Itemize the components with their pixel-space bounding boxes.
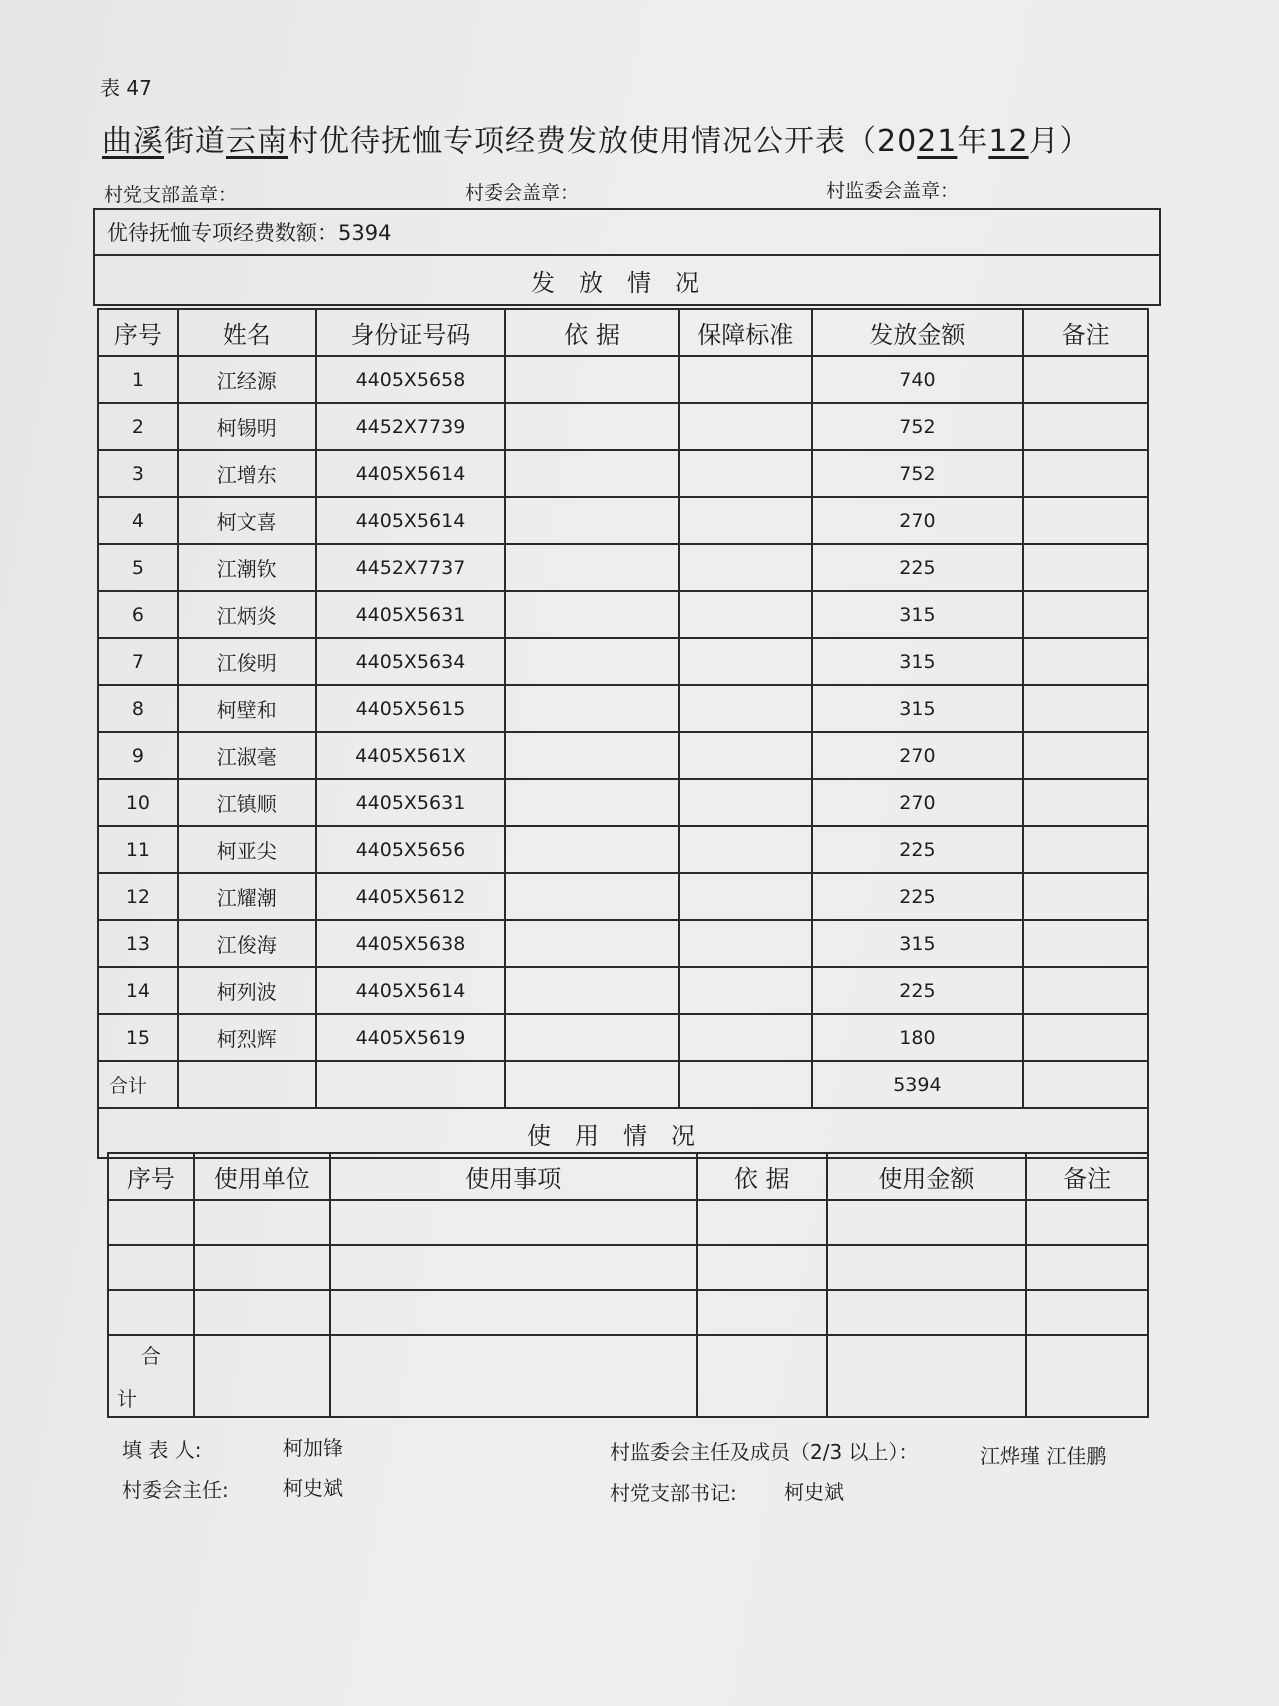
row-standard	[679, 591, 812, 638]
row-basis	[505, 967, 679, 1014]
row-amount: 315	[812, 685, 1024, 732]
row-amount: 752	[812, 450, 1024, 497]
fund-header-table	[93, 208, 1161, 306]
row-id: 4405X5615	[316, 685, 506, 732]
row-name: 柯壁和	[178, 685, 316, 732]
total-empty-cell	[178, 1061, 316, 1108]
row-remark	[1023, 779, 1148, 826]
filler-label: 填 表 人:	[122, 1438, 202, 1462]
row-id: 4405X5612	[316, 873, 506, 920]
row-basis	[505, 920, 679, 967]
header-remark: 备注	[1023, 309, 1148, 356]
row-amount: 270	[812, 779, 1024, 826]
row-seq: 3	[98, 450, 178, 497]
row-name: 柯文喜	[178, 497, 316, 544]
row-standard	[679, 779, 812, 826]
row-amount: 270	[812, 497, 1024, 544]
secretary-label: 村党支部书记:	[610, 1481, 737, 1505]
row-standard	[679, 638, 812, 685]
supervision-stamp-label: 村监委会盖章：	[826, 180, 960, 202]
row-basis	[505, 1014, 679, 1061]
director-name: 柯史斌	[283, 1476, 343, 1500]
row-remark	[1023, 356, 1148, 403]
row-amount: 225	[812, 873, 1024, 920]
table-row	[98, 403, 1148, 450]
row-remark	[1023, 920, 1148, 967]
row-id: 4452X7737	[316, 544, 506, 591]
form-number: 表 47	[100, 76, 152, 100]
title-month: 12	[988, 124, 1029, 159]
row-name: 柯亚尖	[178, 826, 316, 873]
table-row	[98, 497, 1148, 544]
header-amount: 发放金额	[812, 309, 1024, 356]
row-amount: 180	[812, 1014, 1024, 1061]
total-empty-cell	[1023, 1061, 1148, 1108]
use-total-label	[108, 1335, 194, 1417]
row-seq: 7	[98, 638, 178, 685]
row-remark	[1023, 403, 1148, 450]
row-id: 4405X5619	[316, 1014, 506, 1061]
header-id: 身份证号码	[316, 309, 506, 356]
row-remark	[1023, 685, 1148, 732]
row-amount: 315	[812, 920, 1024, 967]
issue-total-row	[98, 1061, 1148, 1108]
row-remark	[1023, 638, 1148, 685]
row-id: 4405X5638	[316, 920, 506, 967]
title-year-unit: 年	[957, 124, 989, 159]
row-remark	[1023, 497, 1148, 544]
supervision-names: 江烨瑾 江佳鹏	[980, 1444, 1107, 1468]
row-remark	[1023, 826, 1148, 873]
row-basis	[505, 403, 679, 450]
row-remark	[1023, 732, 1148, 779]
row-id: 4405X5614	[316, 497, 506, 544]
row-name: 江俊明	[178, 638, 316, 685]
row-id: 4405X5658	[316, 356, 506, 403]
header-seq: 序号	[98, 309, 178, 356]
row-id: 4405X5614	[316, 967, 506, 1014]
row-basis	[505, 685, 679, 732]
row-id: 4405X5631	[316, 779, 506, 826]
row-name: 江增东	[178, 450, 316, 497]
use-header-row	[108, 1153, 1148, 1200]
table-row	[98, 450, 1148, 497]
row-standard	[679, 356, 812, 403]
row-seq: 10	[98, 779, 178, 826]
row-id: 4405X5634	[316, 638, 506, 685]
total-amount: 5394	[812, 1061, 1024, 1108]
row-standard	[679, 1014, 812, 1061]
row-seq: 8	[98, 685, 178, 732]
use-header-item: 使用事项	[330, 1153, 697, 1200]
row-standard	[679, 873, 812, 920]
row-seq: 9	[98, 732, 178, 779]
row-basis	[505, 497, 679, 544]
row-remark	[1023, 967, 1148, 1014]
row-standard	[679, 920, 812, 967]
row-id: 4452X7739	[316, 403, 506, 450]
issue-header-row	[98, 309, 1148, 356]
use-total-row	[108, 1335, 1148, 1417]
row-basis	[505, 544, 679, 591]
row-remark	[1023, 450, 1148, 497]
row-standard	[679, 967, 812, 1014]
party-stamp-label: 村党支部盖章：	[104, 184, 238, 206]
row-seq: 1	[98, 356, 178, 403]
secretary-name: 柯史斌	[784, 1480, 844, 1504]
table-row	[98, 873, 1148, 920]
row-id: 4405X5614	[316, 450, 506, 497]
table-row	[98, 920, 1148, 967]
row-name: 江耀潮	[178, 873, 316, 920]
row-id: 4405X5656	[316, 826, 506, 873]
title-main: 村优待抚恤专项经费发放使用情况公开表（20	[288, 124, 918, 159]
issue-table	[97, 308, 1149, 1159]
use-header-amount: 使用金额	[827, 1153, 1027, 1200]
row-name: 江经源	[178, 356, 316, 403]
table-row	[98, 544, 1148, 591]
table-row	[98, 1014, 1148, 1061]
total-empty-cell	[505, 1061, 679, 1108]
table-row	[98, 356, 1148, 403]
total-label: 合计	[98, 1061, 178, 1108]
row-remark	[1023, 1014, 1148, 1061]
row-basis	[505, 732, 679, 779]
row-basis	[505, 356, 679, 403]
row-amount: 225	[812, 544, 1024, 591]
supervision-label: 村监委会主任及成员（2/3 以上）：	[610, 1440, 919, 1464]
issue-section-title: 发放情况	[94, 255, 1160, 305]
table-row	[98, 732, 1148, 779]
use-header-seq: 序号	[108, 1153, 194, 1200]
row-name: 江潮钦	[178, 544, 316, 591]
use-section-title: 使用情况	[98, 1108, 1148, 1158]
row-name: 柯烈辉	[178, 1014, 316, 1061]
row-amount: 752	[812, 403, 1024, 450]
row-id: 4405X5631	[316, 591, 506, 638]
row-standard	[679, 403, 812, 450]
row-basis	[505, 779, 679, 826]
row-amount: 740	[812, 356, 1024, 403]
row-amount: 315	[812, 638, 1024, 685]
use-header-remark: 备注	[1026, 1153, 1148, 1200]
use-empty-row	[108, 1200, 1148, 1245]
row-standard	[679, 732, 812, 779]
row-basis	[505, 638, 679, 685]
row-seq: 2	[98, 403, 178, 450]
table-row	[98, 779, 1148, 826]
title-month-unit: 月）	[1028, 124, 1091, 159]
row-basis	[505, 591, 679, 638]
title-village: 云南	[226, 124, 288, 159]
row-seq: 15	[98, 1014, 178, 1061]
header-standard: 保障标准	[679, 309, 812, 356]
use-table	[107, 1152, 1149, 1418]
row-seq: 5	[98, 544, 178, 591]
row-basis	[505, 826, 679, 873]
committee-stamp-label: 村委会盖章：	[465, 182, 580, 204]
fund-amount: 优待抚恤专项经费数额：5394	[94, 209, 1160, 255]
header-basis: 依 据	[505, 309, 679, 356]
row-name: 柯锡明	[178, 403, 316, 450]
row-remark	[1023, 873, 1148, 920]
row-id: 4405X561X	[316, 732, 506, 779]
total-empty-cell	[679, 1061, 812, 1108]
table-row	[98, 638, 1148, 685]
row-basis	[505, 450, 679, 497]
row-amount: 225	[812, 967, 1024, 1014]
row-name: 柯列波	[178, 967, 316, 1014]
row-seq: 12	[98, 873, 178, 920]
row-standard	[679, 685, 812, 732]
row-name: 江俊海	[178, 920, 316, 967]
row-seq: 14	[98, 967, 178, 1014]
row-standard	[679, 826, 812, 873]
use-empty-row	[108, 1290, 1148, 1335]
total-empty-cell	[316, 1061, 506, 1108]
title-town: 曲溪	[102, 124, 164, 159]
use-header-basis: 依 据	[697, 1153, 827, 1200]
row-seq: 13	[98, 920, 178, 967]
table-row	[98, 826, 1148, 873]
row-seq: 6	[98, 591, 178, 638]
title-year: 21	[917, 124, 958, 159]
row-name: 江炳炎	[178, 591, 316, 638]
row-standard	[679, 450, 812, 497]
table-row	[98, 967, 1148, 1014]
row-name: 江镇顺	[178, 779, 316, 826]
use-total-label-1: 合	[140, 1344, 161, 1368]
use-empty-row	[108, 1245, 1148, 1290]
title-street: 街道	[164, 124, 226, 159]
row-standard	[679, 544, 812, 591]
row-seq: 4	[98, 497, 178, 544]
use-total-label-2: 计	[117, 1387, 137, 1411]
row-seq: 11	[98, 826, 178, 873]
row-remark	[1023, 591, 1148, 638]
row-amount: 270	[812, 732, 1024, 779]
row-name: 江淑毫	[178, 732, 316, 779]
table-row	[98, 591, 1148, 638]
row-amount: 225	[812, 826, 1024, 873]
filler-name: 柯加锋	[283, 1436, 343, 1460]
director-label: 村委会主任:	[122, 1478, 229, 1502]
row-basis	[505, 873, 679, 920]
row-remark	[1023, 544, 1148, 591]
row-amount: 315	[812, 591, 1024, 638]
header-name: 姓名	[178, 309, 316, 356]
page-title	[102, 116, 1091, 160]
use-header-unit: 使用单位	[194, 1153, 330, 1200]
table-row	[98, 685, 1148, 732]
row-standard	[679, 497, 812, 544]
